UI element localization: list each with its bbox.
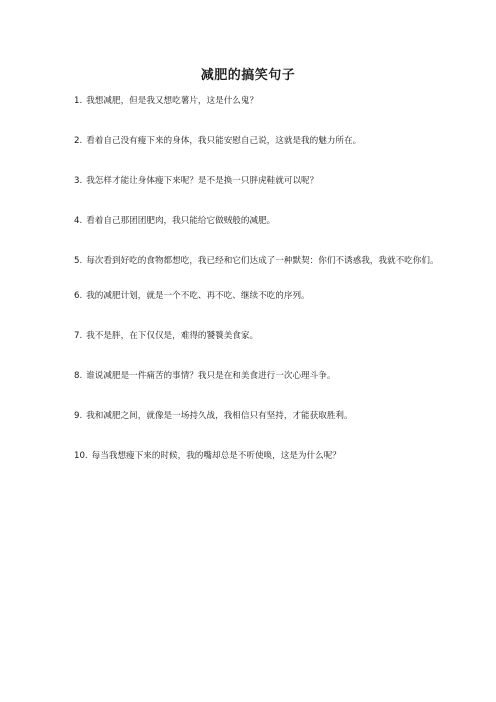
item-number: 8. — [74, 371, 83, 381]
item-text: 我和减肥之间，就像是一场持久战，我相信只有坚持，才能获取胜利。 — [86, 411, 353, 421]
item-number: 6. — [74, 291, 83, 301]
list-item — [74, 287, 446, 305]
item-text: 看着自己没有瘦下来的身体，我只能安慰自己说，这就是我的魅力所在。 — [86, 136, 362, 146]
list-item — [74, 172, 446, 190]
item-text: 我想减肥，但是我又想吃薯片，这是什么鬼？ — [86, 96, 259, 106]
list-item — [74, 447, 446, 465]
list-item — [74, 407, 446, 425]
item-text: 我不是胖，在下仅仅是，难得的饕餮美食家。 — [86, 331, 259, 341]
item-number: 4. — [74, 216, 83, 226]
item-text: 谁说减肥是一件痛苦的事情？我只是在和美食进行一次心理斗争。 — [86, 371, 336, 381]
list-item — [74, 132, 446, 150]
item-number: 7. — [74, 331, 83, 341]
item-number: 9. — [74, 411, 83, 421]
sentence-list — [74, 92, 446, 487]
item-number: 1. — [74, 96, 83, 106]
item-text: 我怎样才能让身体瘦下来呢？是不是换一只胖虎鞋就可以呢？ — [86, 176, 319, 186]
item-number: 10. — [74, 451, 88, 461]
list-item — [74, 367, 446, 385]
item-text: 每次看到好吃的食物都想吃，我已经和它们达成了一种默契：你们不诱惑我，我就不吃你们。 — [86, 256, 439, 266]
item-number: 3. — [74, 176, 83, 186]
list-item — [74, 92, 446, 110]
page-title: 减肥的搞笑句子 — [200, 68, 296, 83]
item-text: 每当我想瘦下来的时候，我的嘴却总是不听使唤，这是为什么呢？ — [91, 451, 341, 461]
item-text: 看着自己那团团肥肉，我只能给它做贼般的减肥。 — [86, 216, 276, 226]
list-item — [74, 212, 446, 230]
list-item — [74, 327, 446, 345]
item-number: 5. — [74, 256, 83, 266]
list-item — [74, 252, 446, 270]
item-text: 我的减肥计划，就是一个不吃、再不吃、继续不吃的序列。 — [86, 291, 310, 301]
item-number: 2. — [74, 136, 83, 146]
